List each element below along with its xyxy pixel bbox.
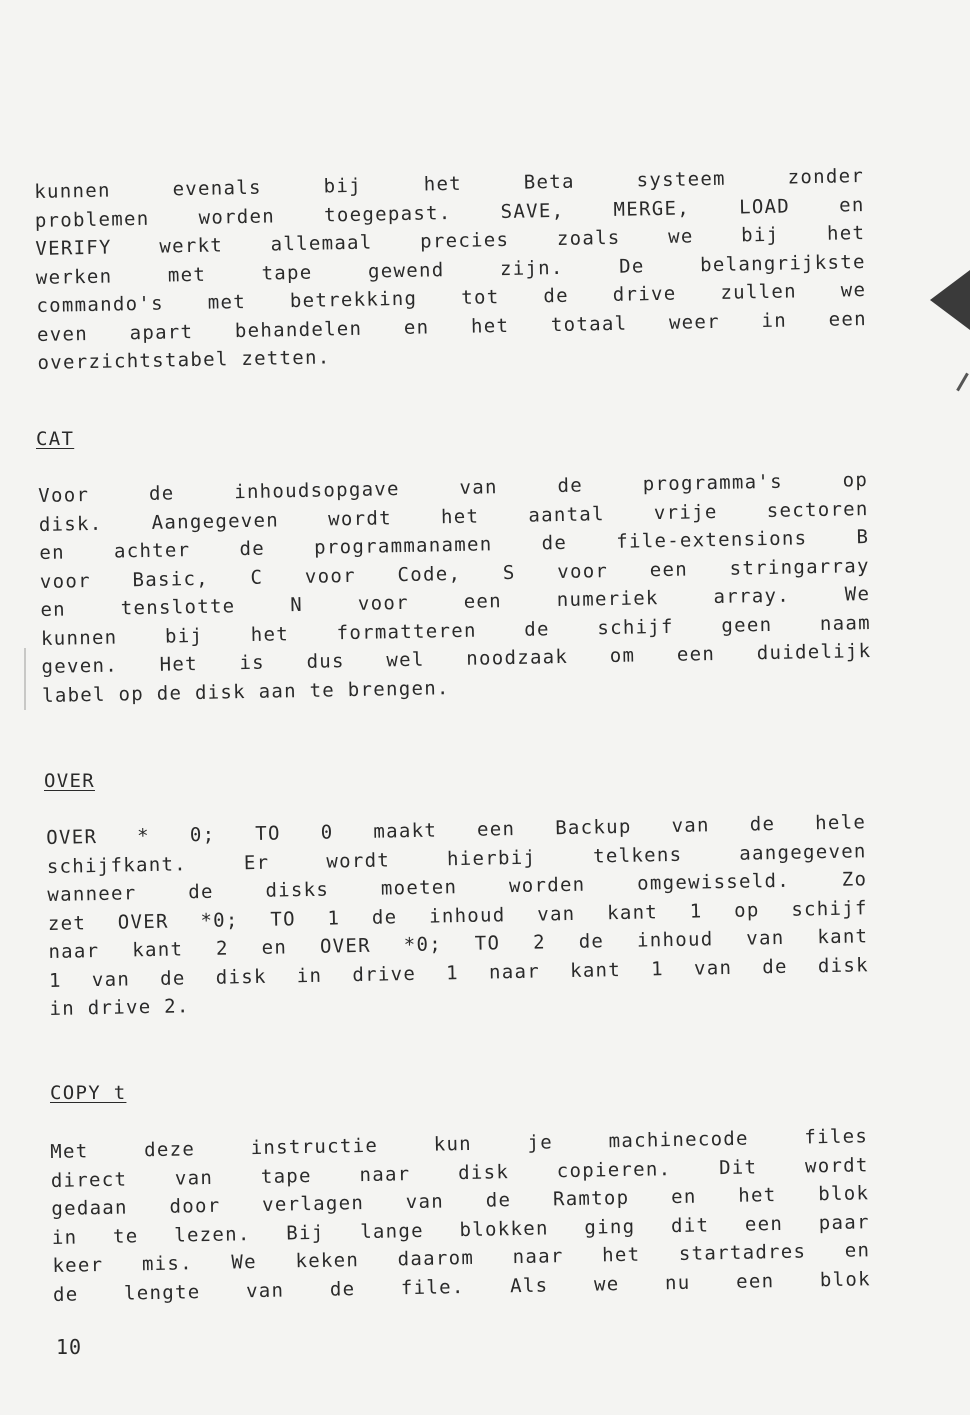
text-line: label op de disk aan te brengen. [41,676,450,707]
text-line: in drive 2. [49,995,190,1020]
text-line: Met deze instructie kun je machinecode files [50,1125,869,1163]
page-fold-mark [24,648,26,710]
text-line: en tenslotte N voor een numeriek array. We [40,583,871,621]
text-line: even apart behandelen en het totaal weer in een [36,307,868,346]
text-line: voor Basic, C voor Code, S voor een stringarray [39,554,870,593]
text-line: naar kant 2 en OVER *0; TO 2 de inhoud van kant [48,925,869,963]
text-line: keer mis. We keken daarom naar het startadres en [52,1239,871,1277]
text-line: werken met tape gewend zijn. De belangrijkste [35,250,866,289]
over-paragraph [46,808,870,1023]
text-line: schijfkant. Er wordt hierbij telkens aangegeven [46,839,867,878]
text-line: 1 van de disk in drive 1 naar kant 1 van de disk [48,953,870,992]
text-line: direct van tape naar disk copieren. Dit wordt [50,1153,869,1192]
text-line: Voor de inhoudsopgave van de programma's op [38,469,869,507]
copy-paragraph [50,1122,871,1309]
page-edge-tick [956,373,969,392]
text-line: en achter de programmanamen de file-extensions B [39,526,870,564]
text-line: wanneer de disks moeten worden omgewisseld. Zo [47,868,868,906]
text-line: kunnen evenals bij het Beta systeem zonder [34,165,865,203]
text-line: gedaan door verlagen van de Ramtop en het blok [51,1182,870,1220]
section-heading-copy: COPY t [50,1082,127,1104]
cat-paragraph [38,466,872,710]
text-line: geven. Het is dus wel noodzaak om een duidelijk [41,640,872,678]
text-line: OVER * 0; TO 0 maakt een Backup van de hele [46,811,867,849]
text-line: overzichtstabel zetten. [37,346,331,374]
text-line: zet OVER *0; TO 1 de inhoud van kant 1 op schijf [47,896,868,935]
text-line: problemen worden toegepast. SAVE, MERGE, LOAD en [34,193,865,232]
page-number: 10 [56,1335,83,1359]
text-line: in te lezen. Bij lange blokken ging dit een paar [51,1210,870,1249]
page-edge-mark-icon [930,270,970,330]
text-line: VERIFY werkt allemaal precies zoals we bij het [35,222,866,260]
text-line: disk. Aangegeven wordt het aantal vrije sectoren [38,497,869,536]
intro-paragraph [34,162,868,377]
section-heading-over: OVER [44,770,95,792]
section-heading-cat: CAT [36,428,75,450]
text-line: commando's met betrekking tot de drive zullen we [36,279,867,317]
text-line: kunnen bij het formatteren de schijf geen naam [40,611,872,650]
text-line: de lengte van de file. Als we nu een blok [52,1267,872,1306]
